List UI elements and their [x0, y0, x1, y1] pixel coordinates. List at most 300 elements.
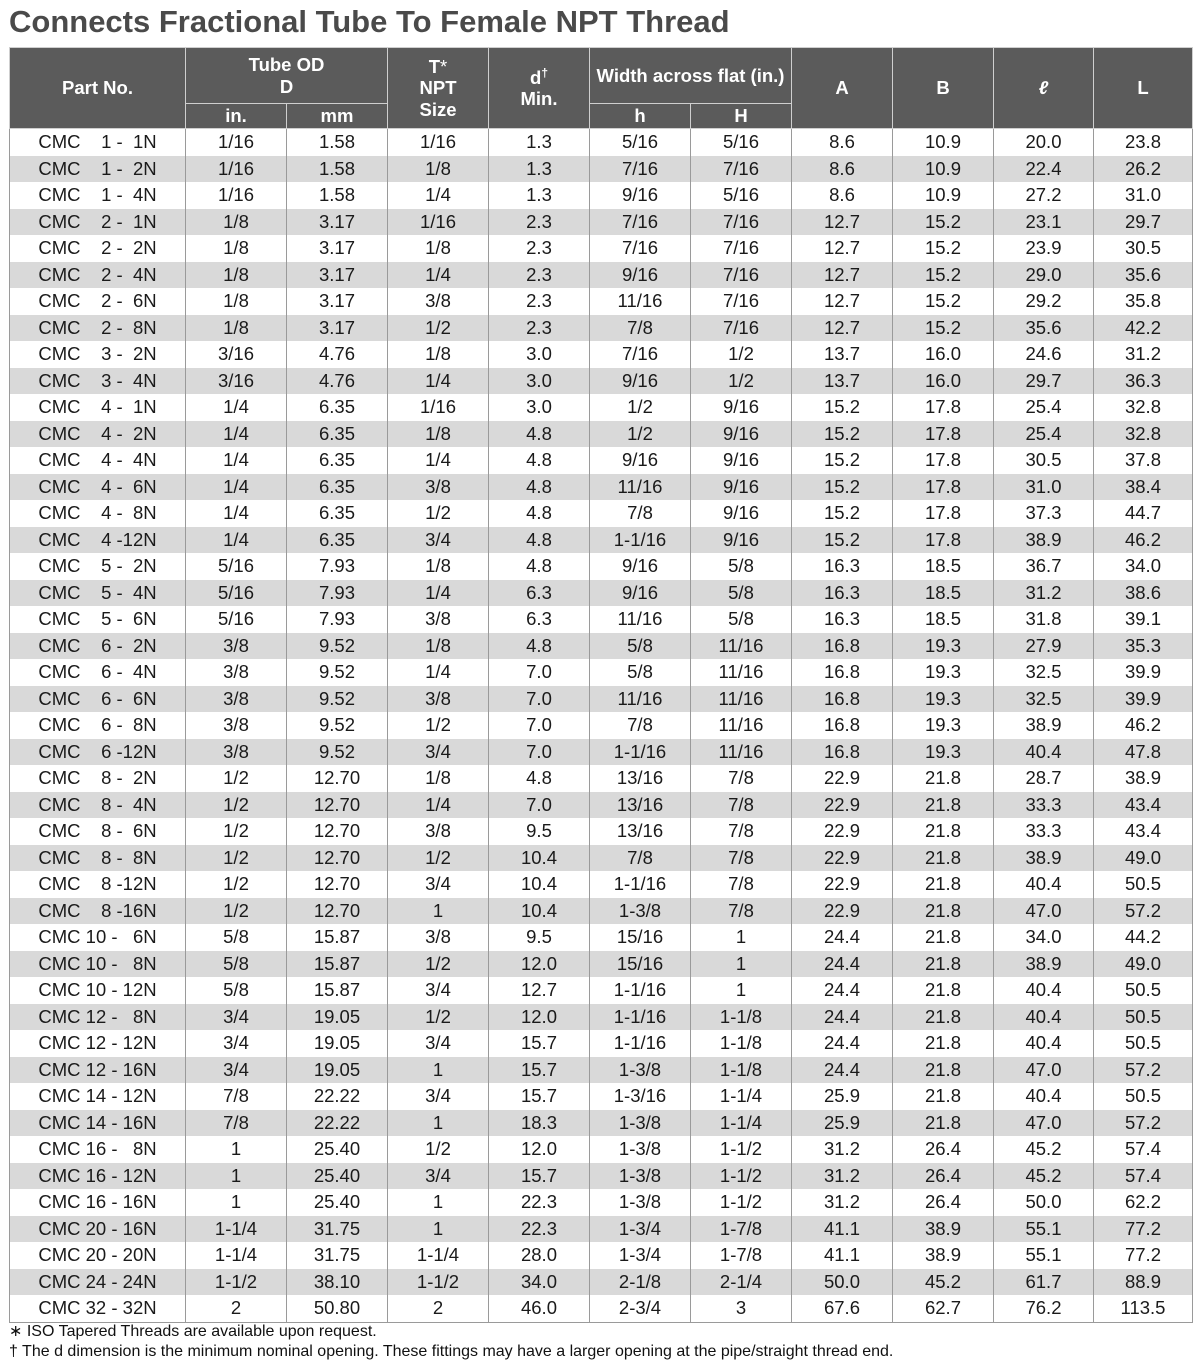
cell-d-min: 15.7 — [489, 1083, 590, 1110]
cell-dim-a: 12.7 — [792, 288, 893, 315]
cell-tube-od-in: 7/8 — [186, 1083, 287, 1110]
cell-dim-l: 43.4 — [1094, 818, 1193, 845]
cell-npt-size: 1 — [388, 898, 489, 925]
header-npt-size — [388, 48, 489, 129]
cell-dim-l: 39.9 — [1094, 686, 1193, 713]
cell-dim-l: 31.0 — [1094, 182, 1193, 209]
cell-width-h-small: 9/16 — [590, 553, 691, 580]
cell-dim-a: 12.7 — [792, 235, 893, 262]
table-row — [10, 1189, 1193, 1216]
cell-dim-l: 50.5 — [1094, 1030, 1193, 1057]
cell-tube-od-in: 1-1/2 — [186, 1269, 287, 1296]
table-row — [10, 129, 1193, 156]
cell-dim-a: 24.4 — [792, 1030, 893, 1057]
cell-part-no: CMC 1 - 4N — [10, 182, 186, 209]
cell-d-min: 22.3 — [489, 1216, 590, 1243]
header-part-no: Part No. — [10, 48, 186, 129]
cell-dim-l: 38.9 — [1094, 765, 1193, 792]
cell-width-h-small: 7/16 — [590, 341, 691, 368]
cell-dim-l-small: 34.0 — [994, 924, 1094, 951]
cell-d-min: 2.3 — [489, 235, 590, 262]
cell-d-min: 4.8 — [489, 500, 590, 527]
cell-dim-a: 15.2 — [792, 421, 893, 448]
cell-dim-a: 12.7 — [792, 209, 893, 236]
cell-dim-l-small: 55.1 — [994, 1242, 1094, 1269]
cell-dim-l-small: 45.2 — [994, 1163, 1094, 1190]
cell-dim-l-small: 38.9 — [994, 845, 1094, 872]
cell-dim-l: 50.5 — [1094, 1004, 1193, 1031]
cell-part-no: CMC 16 - 16N — [10, 1189, 186, 1216]
table-row — [10, 871, 1193, 898]
cell-npt-size: 1/8 — [388, 156, 489, 183]
cell-npt-size: 1/2 — [388, 1004, 489, 1031]
cell-tube-od-mm: 9.52 — [287, 633, 388, 660]
cell-part-no: CMC 8 - 2N — [10, 765, 186, 792]
cell-width-h: 5/16 — [691, 129, 792, 156]
cell-tube-od-in: 1/2 — [186, 845, 287, 872]
cell-part-no: CMC 2 - 2N — [10, 235, 186, 262]
cell-npt-size: 1/16 — [388, 129, 489, 156]
page-title: Connects Fractional Tube To Female NPT Thread — [9, 4, 730, 39]
cell-dim-l-small: 40.4 — [994, 977, 1094, 1004]
cell-tube-od-mm: 6.35 — [287, 394, 388, 421]
cell-width-h-small: 7/16 — [590, 235, 691, 262]
cell-dim-l-small: 36.7 — [994, 553, 1094, 580]
header-size-label: Size — [419, 98, 457, 120]
cell-dim-b: 45.2 — [893, 1269, 994, 1296]
cell-d-min: 2.3 — [489, 262, 590, 289]
cell-dim-b: 21.8 — [893, 818, 994, 845]
cell-npt-size: 1-1/2 — [388, 1269, 489, 1296]
cell-dim-a: 31.2 — [792, 1163, 893, 1190]
cell-dim-b: 21.8 — [893, 871, 994, 898]
table-row — [10, 235, 1193, 262]
table-row — [10, 1057, 1193, 1084]
cell-npt-size: 3/4 — [388, 1083, 489, 1110]
cell-width-h-small: 13/16 — [590, 818, 691, 845]
cell-d-min: 34.0 — [489, 1269, 590, 1296]
cell-tube-od-mm: 6.35 — [287, 421, 388, 448]
table-row — [10, 792, 1193, 819]
cell-tube-od-in: 1/8 — [186, 288, 287, 315]
cell-tube-od-mm: 38.10 — [287, 1269, 388, 1296]
cell-tube-od-in: 2 — [186, 1295, 287, 1322]
cell-dim-b: 21.8 — [893, 898, 994, 925]
cell-part-no: CMC 4 - 6N — [10, 474, 186, 501]
header-h: H — [691, 104, 792, 129]
cell-dim-b: 21.8 — [893, 1004, 994, 1031]
cell-part-no: CMC 4 - 4N — [10, 447, 186, 474]
cell-d-min: 28.0 — [489, 1242, 590, 1269]
cell-width-h-small: 2-1/8 — [590, 1269, 691, 1296]
cell-dim-b: 26.4 — [893, 1163, 994, 1190]
table-row — [10, 447, 1193, 474]
cell-dim-b: 21.8 — [893, 977, 994, 1004]
cell-dim-a: 16.8 — [792, 712, 893, 739]
header-npt-label: NPT — [419, 77, 457, 99]
cell-width-h-small: 1-1/16 — [590, 1030, 691, 1057]
cell-dim-l-small: 20.0 — [994, 129, 1094, 156]
cell-tube-od-in: 1/4 — [186, 500, 287, 527]
cell-npt-size: 3/8 — [388, 474, 489, 501]
cell-d-min: 2.3 — [489, 288, 590, 315]
cell-width-h: 5/8 — [691, 553, 792, 580]
cell-npt-size: 1/8 — [388, 553, 489, 580]
cell-dim-l: 23.8 — [1094, 129, 1193, 156]
cell-dim-l: 46.2 — [1094, 527, 1193, 554]
cell-dim-l-small: 47.0 — [994, 898, 1094, 925]
table-row — [10, 156, 1193, 183]
cell-part-no: CMC 6 - 8N — [10, 712, 186, 739]
cell-part-no: CMC 2 - 6N — [10, 288, 186, 315]
cell-d-min: 15.7 — [489, 1163, 590, 1190]
cell-dim-l: 38.4 — [1094, 474, 1193, 501]
table-row — [10, 818, 1193, 845]
cell-part-no: CMC 3 - 4N — [10, 368, 186, 395]
cell-width-h: 1-1/8 — [691, 1030, 792, 1057]
cell-dim-l-small: 38.9 — [994, 712, 1094, 739]
cell-npt-size: 1/8 — [388, 421, 489, 448]
table-row — [10, 1004, 1193, 1031]
footnotes — [9, 1322, 893, 1362]
cell-width-h-small: 1-3/8 — [590, 1189, 691, 1216]
cell-dim-l-small: 33.3 — [994, 818, 1094, 845]
table-row — [10, 1295, 1193, 1322]
cell-dim-a: 31.2 — [792, 1136, 893, 1163]
cell-width-h: 3 — [691, 1295, 792, 1322]
cell-d-min: 4.8 — [489, 633, 590, 660]
cell-width-h: 11/16 — [691, 633, 792, 660]
table-row — [10, 1030, 1193, 1057]
cell-tube-od-mm: 3.17 — [287, 235, 388, 262]
cell-dim-l: 35.8 — [1094, 288, 1193, 315]
cell-npt-size: 1/4 — [388, 659, 489, 686]
cell-part-no: CMC 16 - 12N — [10, 1163, 186, 1190]
cell-dim-b: 38.9 — [893, 1242, 994, 1269]
cell-tube-od-in: 1 — [186, 1163, 287, 1190]
cell-part-no: CMC 10 - 8N — [10, 951, 186, 978]
cell-width-h-small: 1-3/8 — [590, 1057, 691, 1084]
cell-tube-od-in: 1/16 — [186, 156, 287, 183]
cell-tube-od-mm: 7.93 — [287, 553, 388, 580]
cell-width-h-small: 9/16 — [590, 182, 691, 209]
cell-d-min: 7.0 — [489, 712, 590, 739]
cell-dim-l: 31.2 — [1094, 341, 1193, 368]
cell-part-no: CMC 16 - 8N — [10, 1136, 186, 1163]
cell-width-h: 7/8 — [691, 845, 792, 872]
cell-d-min: 3.0 — [489, 368, 590, 395]
cell-dim-l-small: 40.4 — [994, 1030, 1094, 1057]
cell-d-min: 9.5 — [489, 818, 590, 845]
cell-part-no: CMC 14 - 12N — [10, 1083, 186, 1110]
cell-dim-l: 32.8 — [1094, 394, 1193, 421]
cell-dim-a: 12.7 — [792, 262, 893, 289]
cell-tube-od-mm: 6.35 — [287, 527, 388, 554]
cell-npt-size: 1/8 — [388, 341, 489, 368]
cell-width-h: 1-7/8 — [691, 1216, 792, 1243]
cell-width-h: 7/16 — [691, 156, 792, 183]
cell-dim-l: 50.5 — [1094, 977, 1193, 1004]
cell-tube-od-mm: 3.17 — [287, 288, 388, 315]
table-row — [10, 606, 1193, 633]
cell-d-min: 12.7 — [489, 977, 590, 1004]
cell-width-h-small: 1-3/8 — [590, 1163, 691, 1190]
cell-tube-od-in: 1/8 — [186, 262, 287, 289]
cell-dim-l-small: 76.2 — [994, 1295, 1094, 1322]
cell-tube-od-mm: 31.75 — [287, 1216, 388, 1243]
cell-part-no: CMC 4 - 2N — [10, 421, 186, 448]
cell-tube-od-in: 5/8 — [186, 951, 287, 978]
cell-width-h-small: 1-3/8 — [590, 898, 691, 925]
cell-dim-l-small: 47.0 — [994, 1110, 1094, 1137]
cell-width-h-small: 13/16 — [590, 792, 691, 819]
cell-width-h-small: 9/16 — [590, 580, 691, 607]
cell-part-no: CMC 1 - 2N — [10, 156, 186, 183]
cell-dim-a: 24.4 — [792, 1004, 893, 1031]
cell-width-h-small: 7/16 — [590, 156, 691, 183]
cell-tube-od-mm: 1.58 — [287, 156, 388, 183]
cell-dim-l: 49.0 — [1094, 845, 1193, 872]
cell-dim-a: 16.8 — [792, 659, 893, 686]
cell-tube-od-mm: 7.93 — [287, 606, 388, 633]
cell-part-no: CMC 6 -12N — [10, 739, 186, 766]
cell-width-h-small: 11/16 — [590, 606, 691, 633]
cell-dim-b: 21.8 — [893, 792, 994, 819]
cell-width-h-small: 1/2 — [590, 394, 691, 421]
cell-width-h-small: 11/16 — [590, 686, 691, 713]
table-row — [10, 1083, 1193, 1110]
cell-width-h: 7/16 — [691, 315, 792, 342]
cell-part-no: CMC 4 -12N — [10, 527, 186, 554]
cell-tube-od-in: 5/8 — [186, 924, 287, 951]
table-row — [10, 341, 1193, 368]
cell-tube-od-in: 1/16 — [186, 182, 287, 209]
cell-dim-b: 18.5 — [893, 580, 994, 607]
cell-npt-size: 1/2 — [388, 712, 489, 739]
cell-dim-a: 25.9 — [792, 1083, 893, 1110]
cell-width-h-small: 1-3/4 — [590, 1242, 691, 1269]
cell-part-no: CMC 2 - 8N — [10, 315, 186, 342]
cell-npt-size: 3/8 — [388, 686, 489, 713]
cell-tube-od-mm: 15.87 — [287, 951, 388, 978]
cell-part-no: CMC 6 - 4N — [10, 659, 186, 686]
cell-part-no: CMC 8 - 4N — [10, 792, 186, 819]
table-row — [10, 288, 1193, 315]
cell-part-no: CMC 8 - 6N — [10, 818, 186, 845]
cell-dim-l-small: 55.1 — [994, 1216, 1094, 1243]
header-a: A — [792, 48, 893, 129]
cell-dim-b: 16.0 — [893, 341, 994, 368]
table-row — [10, 686, 1193, 713]
cell-npt-size: 3/4 — [388, 977, 489, 1004]
cell-part-no: CMC 8 -12N — [10, 871, 186, 898]
cell-part-no: CMC 2 - 1N — [10, 209, 186, 236]
cell-dim-l: 88.9 — [1094, 1269, 1193, 1296]
cell-d-min: 7.0 — [489, 792, 590, 819]
cell-width-h-small: 1-1/16 — [590, 977, 691, 1004]
cell-dim-l-small: 31.0 — [994, 474, 1094, 501]
cell-tube-od-in: 3/4 — [186, 1030, 287, 1057]
table-row — [10, 421, 1193, 448]
cell-dim-l-small: 28.7 — [994, 765, 1094, 792]
cell-d-min: 15.7 — [489, 1057, 590, 1084]
header-h-small: h — [590, 104, 691, 129]
cell-npt-size: 1/4 — [388, 262, 489, 289]
cell-d-min: 46.0 — [489, 1295, 590, 1322]
cell-dim-b: 19.3 — [893, 686, 994, 713]
cell-dim-b: 21.8 — [893, 1057, 994, 1084]
cell-npt-size: 1/2 — [388, 1136, 489, 1163]
cell-tube-od-in: 3/4 — [186, 1057, 287, 1084]
cell-tube-od-in: 1/4 — [186, 447, 287, 474]
cell-npt-size: 3/8 — [388, 818, 489, 845]
cell-part-no: CMC 4 - 8N — [10, 500, 186, 527]
cell-width-h-small: 7/8 — [590, 500, 691, 527]
cell-width-h-small: 9/16 — [590, 368, 691, 395]
cell-dim-b: 15.2 — [893, 235, 994, 262]
cell-tube-od-in: 1/2 — [186, 792, 287, 819]
cell-tube-od-in: 1/4 — [186, 474, 287, 501]
cell-tube-od-in: 3/8 — [186, 633, 287, 660]
header-width-across-flat: Width across flat (in.) — [590, 48, 792, 104]
cell-part-no: CMC 5 - 2N — [10, 553, 186, 580]
cell-dim-l: 62.2 — [1094, 1189, 1193, 1216]
cell-d-min: 12.0 — [489, 1136, 590, 1163]
header-in: in. — [186, 104, 287, 129]
cell-dim-b: 17.8 — [893, 447, 994, 474]
cell-tube-od-in: 1/2 — [186, 871, 287, 898]
cell-part-no: CMC 12 - 12N — [10, 1030, 186, 1057]
cell-dim-b: 10.9 — [893, 182, 994, 209]
header-t-symbol: T — [428, 56, 441, 78]
cell-tube-od-mm: 12.70 — [287, 818, 388, 845]
cell-part-no: CMC 6 - 2N — [10, 633, 186, 660]
cell-dim-l: 57.2 — [1094, 1057, 1193, 1084]
cell-dim-a: 24.4 — [792, 924, 893, 951]
cell-dim-a: 16.3 — [792, 553, 893, 580]
cell-d-min: 9.5 — [489, 924, 590, 951]
cell-part-no: CMC 8 -16N — [10, 898, 186, 925]
cell-tube-od-in: 1-1/4 — [186, 1242, 287, 1269]
cell-dim-a: 22.9 — [792, 871, 893, 898]
cell-d-min: 7.0 — [489, 659, 590, 686]
cell-width-h: 11/16 — [691, 659, 792, 686]
cell-d-min: 3.0 — [489, 341, 590, 368]
cell-part-no: CMC 10 - 6N — [10, 924, 186, 951]
cell-tube-od-mm: 9.52 — [287, 739, 388, 766]
cell-dim-a: 31.2 — [792, 1189, 893, 1216]
cell-dim-b: 21.8 — [893, 924, 994, 951]
table-row — [10, 977, 1193, 1004]
cell-dim-l: 113.5 — [1094, 1295, 1193, 1322]
cell-width-h: 1-7/8 — [691, 1242, 792, 1269]
cell-dim-l-small: 22.4 — [994, 156, 1094, 183]
cell-width-h: 1-1/2 — [691, 1163, 792, 1190]
cell-npt-size: 1/16 — [388, 394, 489, 421]
table-row — [10, 712, 1193, 739]
cell-dim-l-small: 40.4 — [994, 1004, 1094, 1031]
cell-part-no: CMC 4 - 1N — [10, 394, 186, 421]
header-d-mark: † — [541, 65, 548, 80]
cell-dim-a: 8.6 — [792, 182, 893, 209]
table-row — [10, 262, 1193, 289]
cell-dim-b: 18.5 — [893, 606, 994, 633]
cell-d-min: 15.7 — [489, 1030, 590, 1057]
cell-tube-od-mm: 12.70 — [287, 792, 388, 819]
cell-dim-b: 17.8 — [893, 474, 994, 501]
cell-dim-l-small: 40.4 — [994, 1083, 1094, 1110]
cell-npt-size: 1 — [388, 1189, 489, 1216]
cell-d-min: 10.4 — [489, 898, 590, 925]
cell-tube-od-in: 1/16 — [186, 129, 287, 156]
cell-dim-l: 30.5 — [1094, 235, 1193, 262]
table-row — [10, 633, 1193, 660]
cell-npt-size: 3/8 — [388, 606, 489, 633]
cell-dim-a: 22.9 — [792, 898, 893, 925]
cell-d-min: 1.3 — [489, 156, 590, 183]
cell-npt-size: 3/4 — [388, 739, 489, 766]
cell-width-h-small: 15/16 — [590, 951, 691, 978]
cell-dim-b: 15.2 — [893, 315, 994, 342]
cell-dim-b: 21.8 — [893, 1110, 994, 1137]
cell-dim-a: 16.8 — [792, 686, 893, 713]
cell-width-h: 11/16 — [691, 686, 792, 713]
cell-d-min: 7.0 — [489, 739, 590, 766]
cell-tube-od-mm: 19.05 — [287, 1057, 388, 1084]
cell-dim-l: 46.2 — [1094, 712, 1193, 739]
cell-tube-od-in: 1/2 — [186, 898, 287, 925]
cell-width-h: 7/8 — [691, 792, 792, 819]
cell-dim-l: 47.8 — [1094, 739, 1193, 766]
cell-dim-l-small: 38.9 — [994, 527, 1094, 554]
cell-dim-a: 8.6 — [792, 156, 893, 183]
cell-width-h: 7/8 — [691, 871, 792, 898]
cell-width-h: 1-1/8 — [691, 1057, 792, 1084]
cell-dim-l-small: 29.0 — [994, 262, 1094, 289]
cell-npt-size: 3/4 — [388, 871, 489, 898]
cell-dim-a: 24.4 — [792, 951, 893, 978]
cell-dim-b: 21.8 — [893, 1030, 994, 1057]
cell-dim-a: 22.9 — [792, 818, 893, 845]
cell-dim-l-small: 47.0 — [994, 1057, 1094, 1084]
cell-tube-od-mm: 15.87 — [287, 924, 388, 951]
cell-width-h-small: 9/16 — [590, 447, 691, 474]
cell-tube-od-in: 1 — [186, 1136, 287, 1163]
cell-npt-size: 1/8 — [388, 765, 489, 792]
cell-dim-a: 15.2 — [792, 394, 893, 421]
cell-dim-a: 41.1 — [792, 1216, 893, 1243]
cell-npt-size: 1 — [388, 1110, 489, 1137]
cell-npt-size: 3/4 — [388, 1030, 489, 1057]
cell-d-min: 18.3 — [489, 1110, 590, 1137]
table-body — [10, 129, 1193, 1323]
cell-tube-od-mm: 31.75 — [287, 1242, 388, 1269]
table-row — [10, 580, 1193, 607]
cell-dim-l-small: 61.7 — [994, 1269, 1094, 1296]
cell-d-min: 22.3 — [489, 1189, 590, 1216]
cell-width-h: 2-1/4 — [691, 1269, 792, 1296]
cell-tube-od-mm: 12.70 — [287, 765, 388, 792]
cell-dim-a: 24.4 — [792, 1057, 893, 1084]
cell-dim-b: 21.8 — [893, 845, 994, 872]
cell-dim-a: 25.9 — [792, 1110, 893, 1137]
cell-d-min: 10.4 — [489, 845, 590, 872]
header-t-mark: * — [440, 56, 448, 78]
cell-tube-od-in: 3/4 — [186, 1004, 287, 1031]
cell-npt-size: 3/4 — [388, 1163, 489, 1190]
cell-dim-a: 15.2 — [792, 527, 893, 554]
cell-npt-size: 3/8 — [388, 288, 489, 315]
